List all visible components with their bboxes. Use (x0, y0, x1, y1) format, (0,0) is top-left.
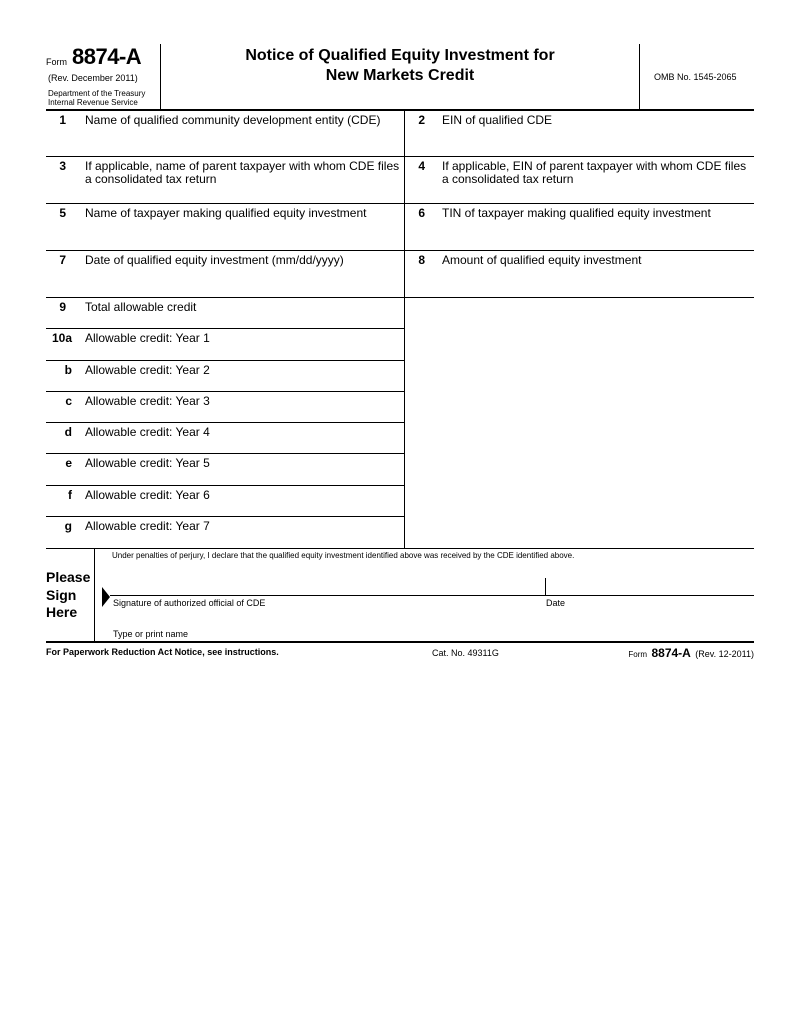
form-header (0, 0, 800, 110)
footer-rule (46, 641, 754, 643)
line-number: f (68, 488, 72, 502)
line-number: d (64, 425, 72, 439)
print-name-field[interactable] (110, 612, 754, 627)
line-number: 7 (59, 253, 66, 267)
line-10e[interactable] (46, 454, 404, 485)
line-number: 6 (418, 206, 425, 220)
form-number: 8874-A (72, 44, 142, 69)
paperwork-notice: For Paperwork Reduction Act Notice, see instructions. (46, 647, 279, 657)
line-label: Allowable credit: Year 6 (85, 488, 210, 502)
sign-arrow-icon (102, 587, 110, 612)
footer-form-number: 8874-A (651, 646, 691, 660)
catalog-number: Cat. No. 49311G (432, 648, 499, 658)
line-3[interactable] (46, 157, 404, 203)
line-10f[interactable] (46, 486, 404, 516)
line-label-1: If applicable, EIN of parent taxpayer with whom CDE files (442, 159, 747, 173)
line-number: 1 (59, 113, 66, 127)
line-6[interactable] (405, 204, 754, 250)
line-label: Allowable credit: Year 3 (85, 394, 210, 408)
line-1[interactable] (46, 111, 404, 156)
line-label: Allowable credit: Year 1 (85, 331, 210, 345)
line-10c[interactable] (46, 392, 404, 422)
line-label: Allowable credit: Year 5 (85, 456, 210, 470)
line-number: 5 (59, 206, 66, 220)
line-number: 2 (418, 113, 425, 127)
form-title-line1: Notice of Qualified Equity Investment for (245, 47, 555, 64)
form-title-line2: New Markets Credit (325, 67, 475, 84)
omb-number: OMB No. 1545-2065 (654, 72, 737, 82)
department: Department of the Treasury (48, 89, 146, 98)
line-10b[interactable] (46, 361, 404, 391)
line-label-1: If applicable, name of parent taxpayer with whom CDE files (85, 159, 400, 173)
line-7[interactable] (46, 251, 404, 297)
line-number: 10a (51, 331, 72, 345)
line-number: b (64, 363, 72, 377)
line-label: Allowable credit: Year 7 (85, 519, 210, 533)
line-10a[interactable] (46, 329, 404, 360)
sign-divider (94, 549, 95, 642)
line-label-2: a consolidated tax return (442, 172, 574, 186)
line-8[interactable] (405, 251, 754, 297)
date-label: Date (546, 598, 566, 608)
signature-field[interactable] (110, 578, 544, 595)
sign-please: Please (46, 569, 91, 585)
line-number: 8 (418, 253, 425, 267)
line-number: 3 (59, 159, 66, 173)
date-field[interactable] (546, 578, 754, 595)
line-number: c (65, 394, 72, 408)
line-number: 4 (418, 159, 425, 173)
line-label: EIN of qualified CDE (442, 113, 553, 127)
perjury-declaration: Under penalties of perjury, I declare that the qualified equity investment identified above was received by the CDE identified above. (112, 551, 575, 560)
line-10d[interactable] (46, 423, 404, 453)
print-name-label: Type or print name (113, 629, 189, 639)
line-label: Date of qualified equity investment (mm/dd/yyyy) (85, 253, 344, 267)
line-number: 9 (59, 300, 66, 314)
line-5[interactable] (46, 204, 404, 250)
signature-rule (110, 595, 754, 596)
sign-sign: Sign (46, 587, 77, 603)
line-label: TIN of taxpayer making qualified equity investment (442, 206, 711, 220)
line-2[interactable] (405, 111, 754, 156)
line-9[interactable] (46, 298, 404, 328)
line-4[interactable] (405, 157, 754, 203)
line-10g[interactable] (46, 517, 404, 548)
form-label (46, 52, 67, 70)
line-number: g (64, 519, 72, 533)
header-divider-right (639, 44, 640, 109)
line-label-2: a consolidated tax return (85, 172, 217, 186)
line-label: Allowable credit: Year 2 (85, 363, 210, 377)
line-label: Amount of qualified equity investment (442, 253, 642, 267)
footer-revision: (Rev. 12-2011) (695, 649, 754, 659)
sign-here: Here (46, 604, 78, 620)
footer-form-id (618, 644, 754, 662)
form-word: Form (46, 57, 67, 67)
footer-form-word: Form (628, 650, 648, 659)
line-label: Total allowable credit (85, 300, 197, 314)
line-label: Name of qualified community development entity (CDE) (85, 113, 381, 127)
agency: Internal Revenue Service (48, 98, 138, 107)
signature-label: Signature of authorized official of CDE (113, 598, 266, 608)
line-number: e (65, 456, 72, 470)
revision-date: (Rev. December 2011) (48, 73, 138, 83)
line-label: Allowable credit: Year 4 (85, 425, 210, 439)
line-label: Name of taxpayer making qualified equity investment (85, 206, 367, 220)
